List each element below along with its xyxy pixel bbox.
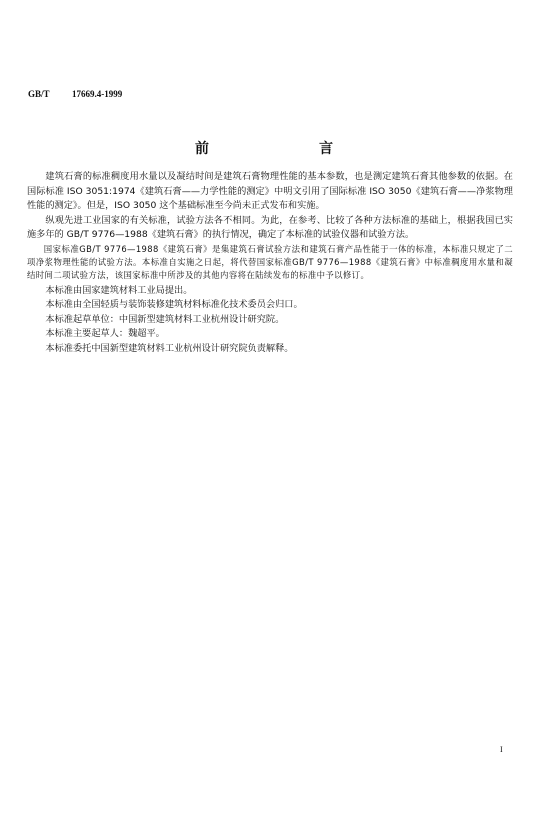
paragraph-2: 纵观先进工业国家的有关标准，试验方法各不相同。为此，在参考、比较了各种方法标准的基础上，根据我国已实施多年的 GB/T 9776—1988《建筑石膏》的执行情况，确定了本标准的试验仪器和试验方法。 — [27, 214, 513, 241]
standard-code: GB/T — [28, 89, 50, 99]
paragraph-5: 本标准由全国轻质与装饰装修建筑材料标准化技术委员会归口。 — [45, 299, 303, 311]
paragraph-7: 本标准主要起草人：魏超平。 — [45, 328, 165, 340]
paragraph-4: 本标准由国家建筑材料工业局提出。 — [45, 284, 193, 296]
standard-header — [28, 89, 122, 99]
paragraph-1: 建筑石膏的标准稠度用水量以及凝结时间是建筑石膏物理性能的基本参数，也是测定建筑石膏其他参数的依据。在国际标准 ISO 3051:1974《建筑石膏——力学性能的测定》中明文引用了国际标准 ISO 3050《建筑石膏——净浆物理性能的测定》。但是，ISO 3050 这个基础标准至今尚未正式发布和实施。 — [27, 171, 513, 212]
paragraph-3: 国家标准GB/T 9776—1988《建筑石膏》是集建筑石膏试验方法和建筑石膏产品性能于一体的标准，本标准只规定了二项净浆物理性能的试验方法。本标准自实施之日起，将代替国家标准GB/T 9776—1988《建筑石膏》中标准稠度用水量和凝结时间二项试验方法，该国家标准中所涉及的其他内容将在陆续发布的标准中予以修订。 — [27, 243, 513, 281]
foreword-body — [27, 170, 513, 357]
page-number: I — [500, 745, 503, 754]
paragraph-8: 本标准委托中国新型建筑材料工业杭州设计研究院负责解释。 — [45, 342, 294, 354]
standard-number: 17669.4-1999 — [72, 89, 123, 99]
paragraph-6: 本标准起草单位：中国新型建筑材料工业杭州设计研究院。 — [45, 313, 285, 325]
page-title: 前 言 — [195, 141, 381, 157]
